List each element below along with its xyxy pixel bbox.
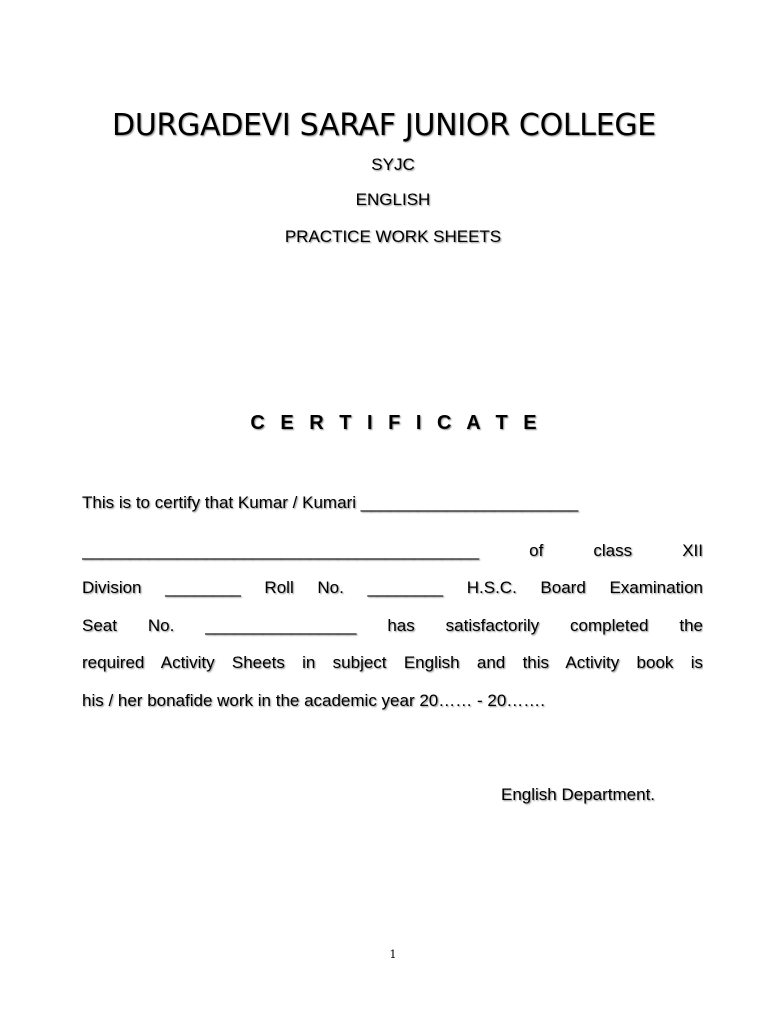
page-number: 1 (389, 948, 397, 961)
certificate-heading: C E R T I F I C A T E (250, 412, 542, 434)
college-name: DURGADEVI SARAF JUNIOR COLLEGE (112, 108, 656, 143)
certificate-line-1: This is to certify that Kumar / Kumari _______________________ (82, 493, 579, 512)
certificate-line-5: required Activity Sheets in subject English and this Activity book is (82, 653, 703, 672)
worksheet-title: PRACTICE WORK SHEETS (284, 227, 502, 246)
subject-label: ENGLISH (355, 190, 431, 209)
certificate-line-2: __________________________________________ of class XII (82, 541, 703, 560)
certificate-line-6: his / her bonafide work in the academic year 20…… - 20……. (82, 691, 545, 710)
class-label: SYJC (371, 155, 415, 174)
signature-department: English Department. (501, 785, 656, 804)
certificate-line-3: Division ________ Roll No. ________ H.S.C. Board Examination (82, 578, 703, 597)
certificate-line-4: Seat No. ________________ has satisfactorily completed the (82, 616, 703, 635)
